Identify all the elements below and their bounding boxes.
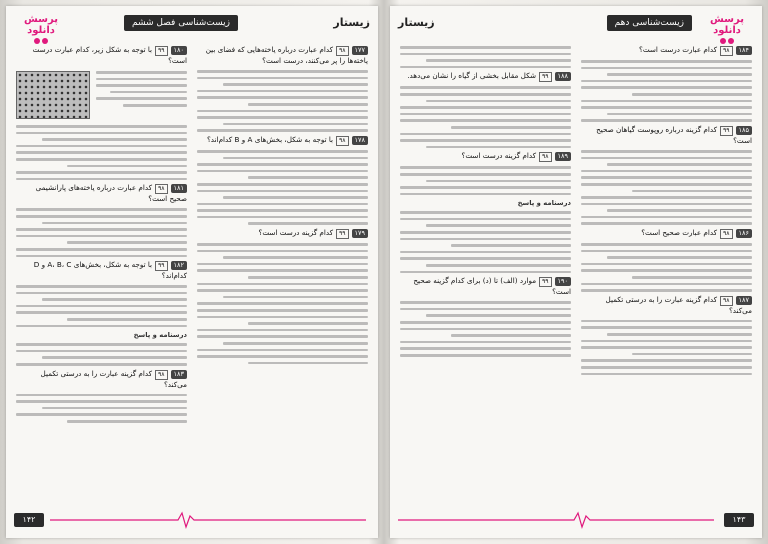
question-tag: ۹۸ [720, 46, 732, 56]
question-number: ۱۸۵ [736, 126, 752, 135]
page-number: ۱۴۳ [724, 513, 754, 527]
question-item [197, 228, 368, 239]
question-text: کدام گزینه درباره روپوست گیاهان صحیح است؟ [596, 124, 752, 145]
question-tag: ۹۹ [539, 277, 551, 287]
brand-title: زیستار [333, 16, 370, 29]
chapter-label: زیست‌شناسی فصل ششم [124, 15, 238, 31]
question-text: کدام گزینه عبارت را به درستی تکمیل می‌کند؟ [40, 368, 187, 389]
question-number: ۱۸۳ [171, 370, 187, 379]
question-number: ۱۸۱ [171, 184, 187, 193]
subheading: درسنامه و پاسخ [133, 331, 187, 340]
question-number: ۱۸۲ [171, 261, 187, 270]
right-page [390, 6, 762, 538]
question-number: ۱۷۷ [352, 46, 368, 55]
question-item [197, 135, 368, 146]
brand-title: زیستار [398, 16, 435, 29]
question-number: ۱۸۴ [736, 46, 752, 55]
question-number: ۱۹۰ [555, 277, 571, 286]
right-page-column-right [581, 42, 752, 504]
question-item [581, 125, 752, 146]
question-item [400, 71, 571, 82]
page-number: ۱۴۲ [14, 513, 44, 527]
question-tag: ۹۹ [155, 46, 167, 56]
question-number: ۱۷۸ [352, 136, 368, 145]
question-text: کدام گزینه درست است؟ [258, 228, 334, 238]
question-text: کدام عبارت درباره یاخته‌هایی که فضای بین یاخته‌ها را پر می‌کنند، درست است؟ [205, 45, 368, 65]
question-tag: ۹۹ [155, 261, 167, 271]
question-text: کدام عبارت صحیح است؟ [641, 228, 718, 238]
right-page-column-left [400, 42, 571, 504]
question-item [400, 276, 571, 297]
left-page-column-right [197, 42, 368, 504]
question-text: کدام گزینه عبارت را به درستی تکمیل می‌کند؟ [605, 294, 752, 315]
question-item [400, 151, 571, 162]
question-tag: ۹۹ [336, 229, 348, 239]
question-tag: ۹۸ [539, 152, 551, 162]
question-tag: ۹۹ [720, 126, 732, 136]
logo-text: پرسش دانلود [24, 14, 58, 36]
question-item [581, 45, 752, 56]
question-text: کدام عبارت درباره یاخته‌های پارانشیمی صحیح است؟ [35, 183, 187, 204]
subheading: درسنامه و پاسخ [517, 199, 571, 208]
question-text: کدام گزینه درست است؟ [461, 151, 537, 161]
question-tag: ۹۸ [155, 184, 167, 194]
heartbeat-line-icon [398, 510, 714, 530]
question-number: ۱۸۶ [736, 229, 752, 238]
question-text: با توجه به شکل زیر، کدام عبارت درست است؟ [32, 45, 187, 65]
left-page [6, 6, 378, 538]
publisher-logo [14, 14, 68, 38]
question-number: ۱۷۹ [352, 229, 368, 238]
left-page-column-left [16, 42, 187, 504]
question-number: ۱۸۰ [171, 46, 187, 55]
question-item [16, 369, 187, 390]
left-columns [16, 42, 368, 504]
question-tag: ۹۸ [720, 229, 732, 239]
question-tag: ۹۸ [155, 370, 167, 380]
publisher-logo [700, 14, 754, 38]
question-text: با توجه به شکل، بخش‌های A، B، C و D کدام‌اند؟ [33, 260, 187, 281]
question-text: کدام عبارت درست است؟ [639, 45, 718, 54]
question-item [16, 183, 187, 204]
question-item [581, 295, 752, 316]
question-number: ۱۸۹ [555, 152, 571, 161]
question-tag: ۹۸ [336, 46, 348, 56]
heartbeat-line-icon [50, 510, 366, 530]
question-number: ۱۸۷ [736, 296, 752, 305]
question-text: با توجه به شکل، بخش‌های A و B کدام‌اند؟ [206, 134, 334, 144]
question-text: شکل مقابل بخشی از گیاه را نشان می‌دهد. [407, 71, 537, 81]
logo-text: پرسش دانلود [710, 14, 744, 36]
chapter-label: زیست‌شناسی دهم [607, 15, 692, 31]
right-footer [398, 510, 754, 530]
question-item [581, 228, 752, 239]
question-item [16, 260, 187, 281]
question-text: موارد (الف) تا (د) برای کدام گزینه صحیح است؟ [413, 276, 571, 297]
question-item [197, 45, 368, 66]
question-item [16, 45, 187, 66]
right-columns [400, 42, 752, 504]
question-number: ۱۸۸ [555, 72, 571, 81]
question-tag: ۹۹ [539, 72, 551, 82]
left-footer [14, 510, 370, 530]
right-header [398, 14, 754, 36]
question-tag: ۹۸ [336, 136, 348, 146]
left-header [14, 14, 370, 36]
cell-diagram-figure [16, 71, 90, 119]
question-tag: ۹۸ [720, 296, 732, 306]
